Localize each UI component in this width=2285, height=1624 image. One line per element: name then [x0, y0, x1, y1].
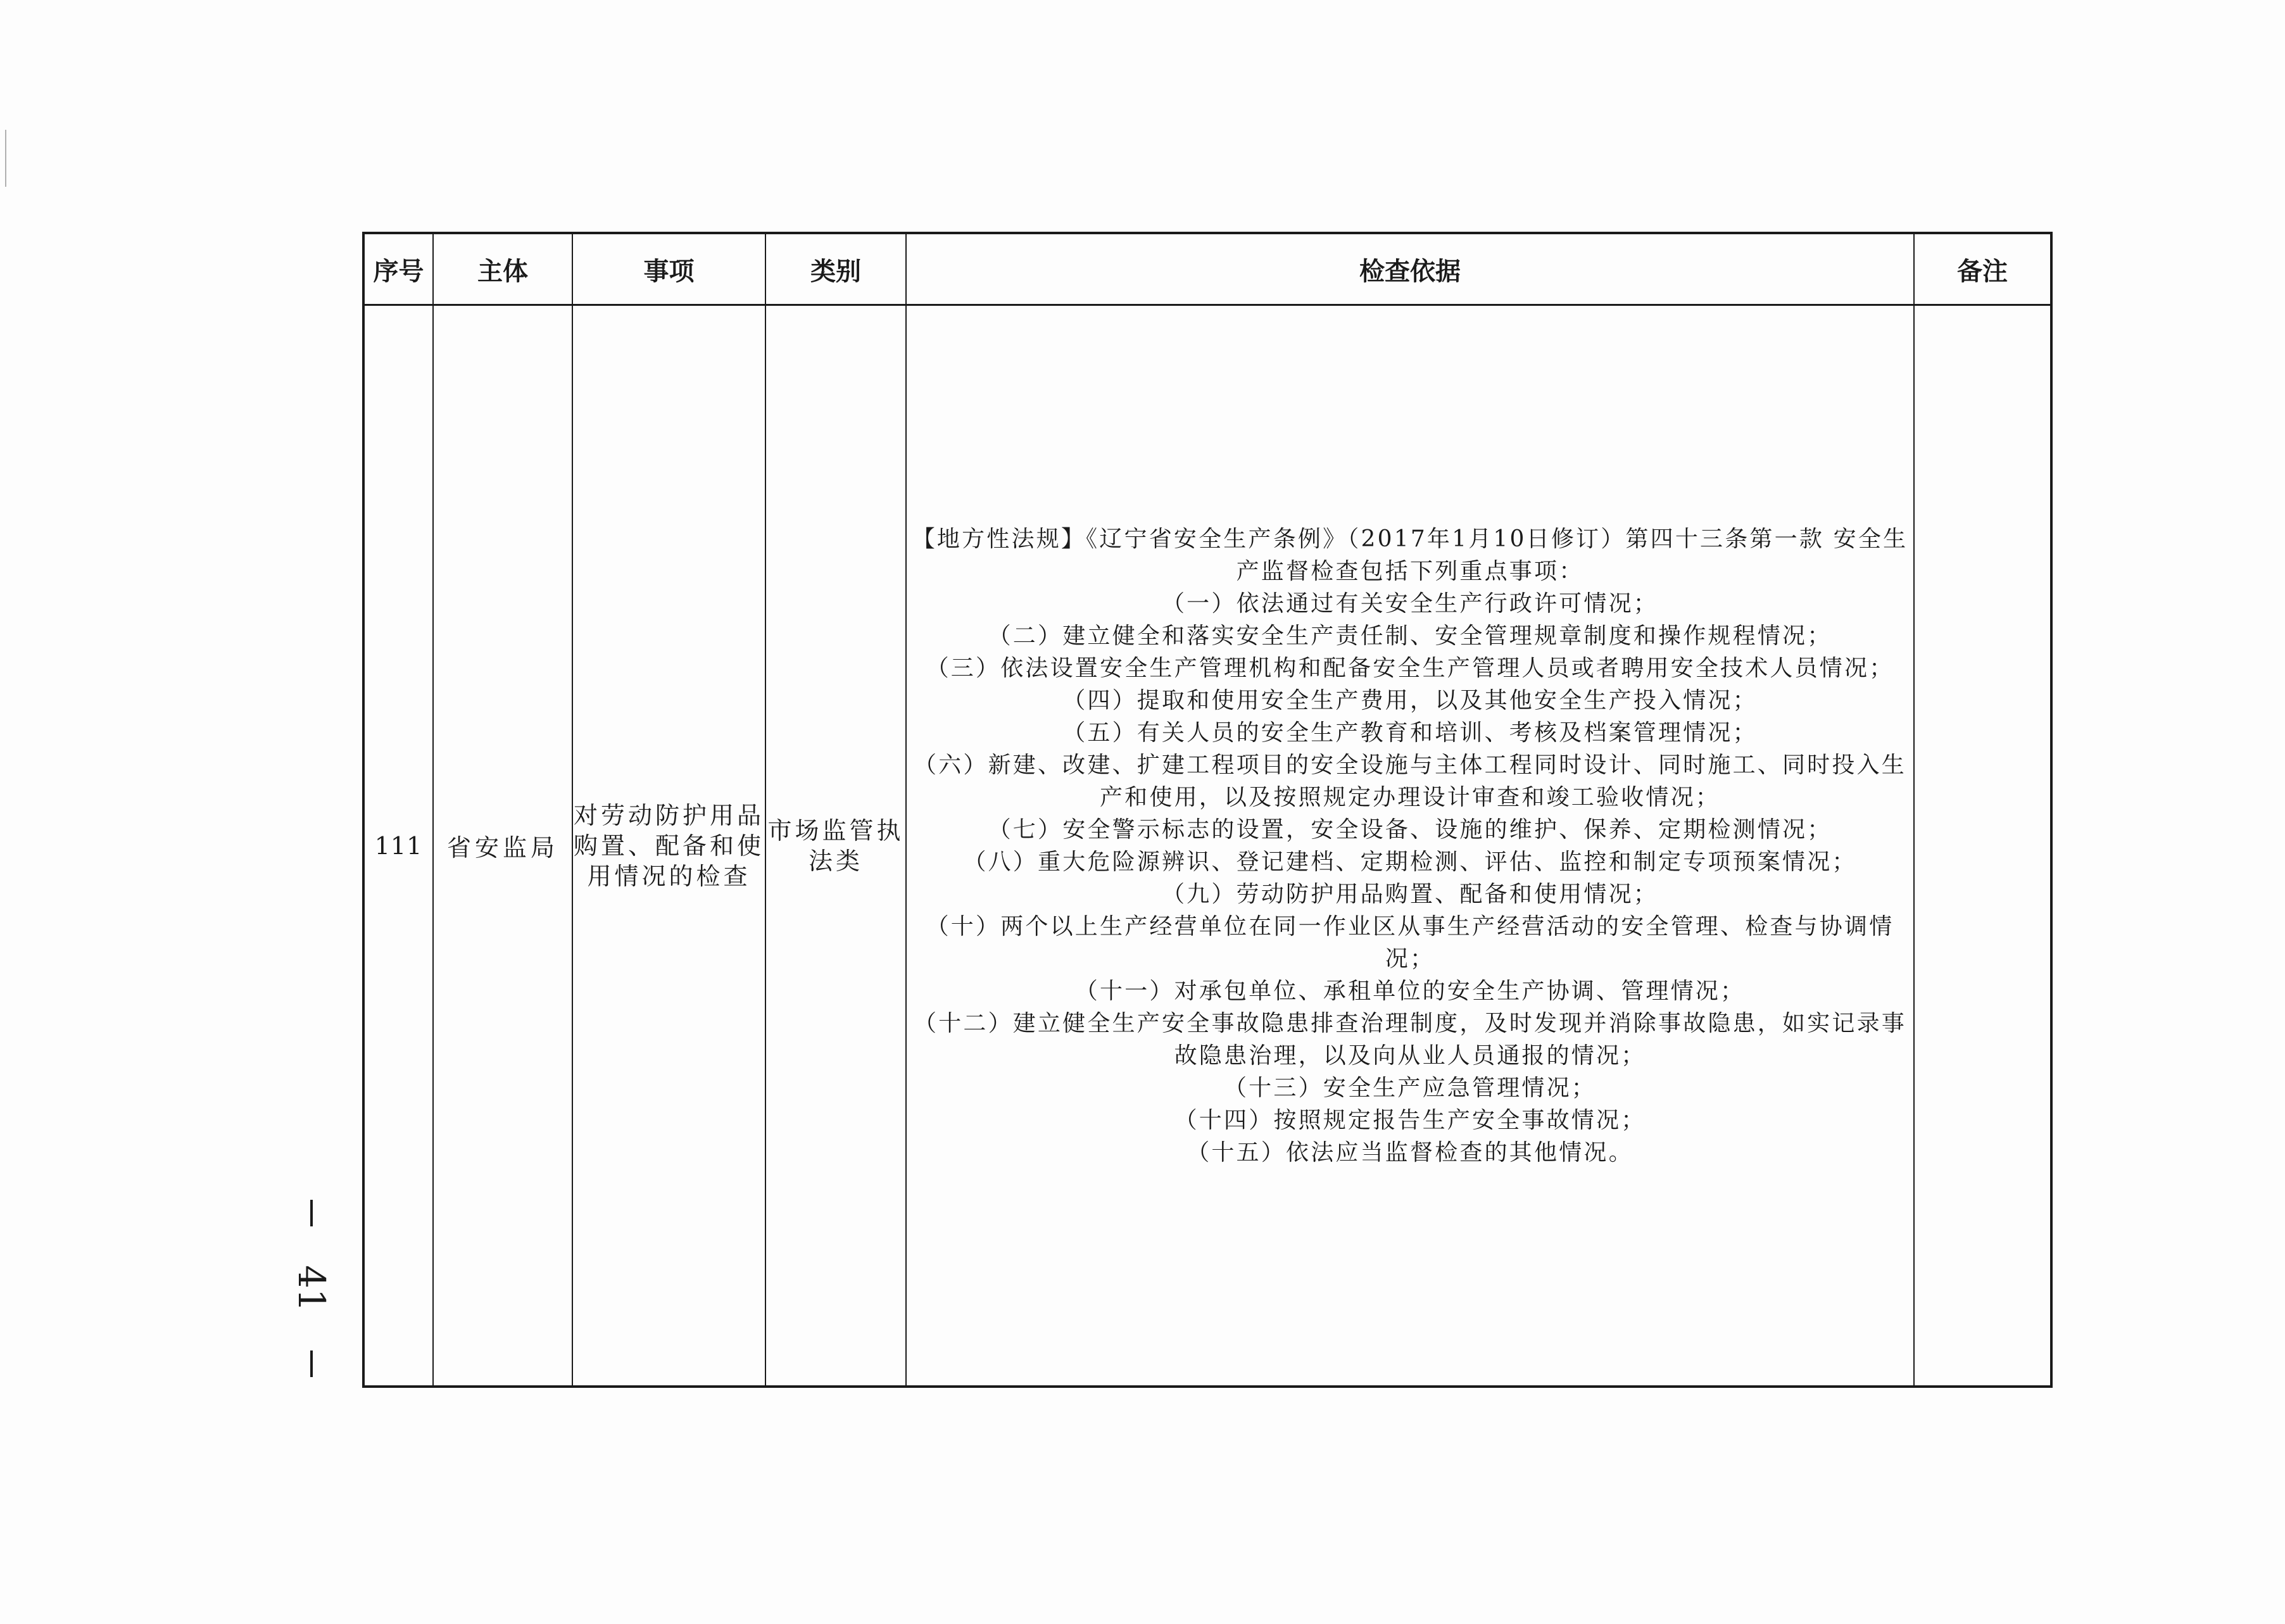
header-index: 序号: [363, 233, 433, 305]
row-category: 市场监管执法类: [765, 305, 906, 1387]
basis-item: （十二）建立健全生产安全事故隐患排查治理制度，及时发现并消除事故隐患，如实记录事故隐患治理，以及向从业人员通报的情况；: [913, 1010, 1906, 1069]
row-remarks: [1914, 305, 2051, 1387]
basis-item: （五）有关人员的安全生产教育和培训、考核及档案管理情况；: [1062, 719, 1758, 746]
scan-edge-mark: [5, 130, 6, 187]
basis-item: （一）依法通过有关安全生产行政许可情况；: [1161, 590, 1658, 617]
basis-item: （十四）按照规定报告生产安全事故情况；: [1174, 1107, 1646, 1133]
header-remarks: 备注: [1914, 233, 2051, 305]
basis-item: （三）依法设置安全生产管理机构和配备安全生产管理人员或者聘用安全技术人员情况；: [926, 655, 1894, 681]
basis-item: （四）提取和使用安全生产费用，以及其他安全生产投入情况；: [1062, 687, 1758, 714]
page-number-text: 41: [290, 1265, 333, 1312]
page-number: [290, 1200, 333, 1377]
basis-item: （十一）对承包单位、承租单位的安全生产协调、管理情况；: [1074, 978, 1746, 1004]
row-subject: 省安监局: [433, 305, 572, 1387]
basis-item: （二）建立健全和落实安全生产责任制、安全管理规章制度和操作规程情况；: [988, 622, 1832, 649]
basis-list: [907, 588, 1913, 1169]
basis-item: （七）安全警示标志的设置，安全设备、设施的维护、保养、定期检测情况；: [988, 816, 1832, 843]
page-number-dash-top: [310, 1200, 313, 1226]
page-number-dash-bottom: [310, 1350, 313, 1377]
basis-heading: 【地方性法规】《辽宁省安全生产条例》（2017年1月10日修订）第四十三条第一款 安全生产监督检查包括下列重点事项：: [912, 526, 1908, 584]
header-item: 事项: [572, 233, 765, 305]
basis-item: （十三）安全生产应急管理情况；: [1223, 1074, 1596, 1101]
header-category: 类别: [765, 233, 906, 305]
header-basis: 检查依据: [906, 233, 1914, 305]
row-index: 111: [363, 305, 433, 1387]
table-header-row: [363, 233, 2051, 305]
basis-item: （九）劳动防护用品购置、配备和使用情况；: [1161, 881, 1658, 907]
basis-item: （六）新建、改建、扩建工程项目的安全设施与主体工程同时设计、同时施工、同时投入生产和使用，以及按照规定办理设计审查和竣工验收情况；: [913, 752, 1906, 810]
header-subject: 主体: [433, 233, 572, 305]
inspection-table: [362, 232, 2053, 1388]
basis-item: （十）两个以上生产经营单位在同一作业区从事生产经营活动的安全管理、检查与协调情况；: [926, 913, 1894, 972]
basis-item: （十五）依法应当监督检查的其他情况。: [1187, 1139, 1633, 1166]
row-item: 对劳动防护用品购置、配备和使用情况的检查: [572, 305, 765, 1387]
table-row: [363, 305, 2051, 1387]
row-basis: [906, 305, 1914, 1387]
basis-item: （八）重大危险源辨识、登记建档、定期检测、评估、监控和制定专项预案情况；: [963, 848, 1857, 875]
